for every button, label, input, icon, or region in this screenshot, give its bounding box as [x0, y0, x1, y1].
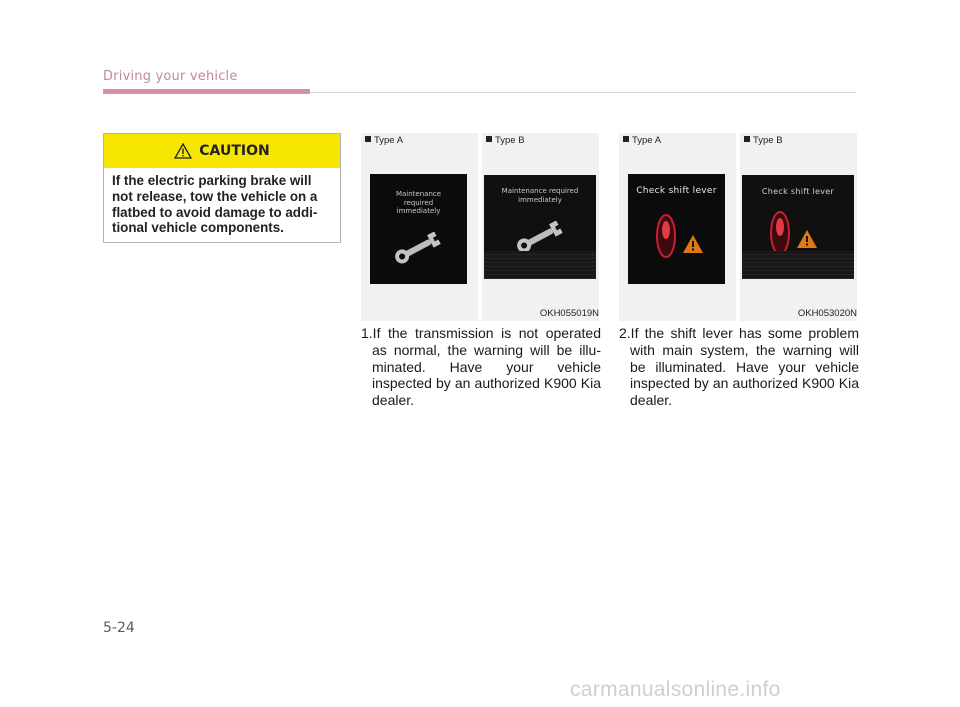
- wrench-icon: [514, 221, 566, 253]
- watermark: carmanualsonline.info: [570, 678, 781, 701]
- cluster-screen: [370, 174, 467, 284]
- paragraph-shift-lever: 2.If the shift lever has some problem with main system, the warning will be illuminated. Have your vehicle inspected by an authorized K900 Kia dealer.: [619, 325, 859, 409]
- cluster-screen: [742, 175, 854, 279]
- panel-type-a: [619, 133, 736, 321]
- shift-lever-icon: [654, 212, 678, 260]
- wrench-icon: [392, 232, 444, 264]
- type-label-text: Type B: [495, 135, 525, 146]
- caution-title: CAUTION: [199, 143, 270, 159]
- caution-box: [103, 133, 341, 243]
- screen-message: Check shift lever: [761, 187, 835, 196]
- type-label-text: Type B: [753, 135, 783, 146]
- warning-triangle-icon: [174, 143, 192, 159]
- paragraph-transmission: 1.If the transmission is not operated as normal, the warning will be illu-minated. Have your vehicle inspected by an authorized K900 Kia dealer.: [361, 325, 601, 409]
- type-label: [486, 135, 525, 146]
- figure-code: OKH053020N: [797, 308, 857, 319]
- panel-type-b: [482, 133, 599, 321]
- type-label: [744, 135, 783, 146]
- screen-floor: [484, 251, 596, 279]
- figure-code: OKH055019N: [539, 308, 599, 319]
- panel-type-a: [361, 133, 478, 321]
- warning-triangle-icon: [682, 234, 704, 254]
- figure-maintenance-warning: [361, 133, 599, 321]
- cluster-screen: [628, 174, 725, 284]
- shift-lever-icon: [768, 209, 792, 257]
- type-label-text: Type A: [632, 135, 662, 146]
- caution-text: If the electric parking brake will not release, tow the vehicle on a flatbed to avoid damage to addi-tional vehicle components.: [112, 173, 318, 236]
- type-label: [623, 135, 661, 146]
- type-label: [365, 135, 403, 146]
- type-label-text: Type A: [374, 135, 404, 146]
- screen-message: Check shift lever: [636, 186, 717, 196]
- warning-triangle-icon: [796, 229, 818, 249]
- page-number: 5-24: [103, 620, 135, 636]
- panel-type-b: [740, 133, 857, 321]
- caution-header: [104, 134, 340, 168]
- figure-shift-lever-warning: [619, 133, 857, 321]
- section-title: Driving your vehicle: [103, 69, 238, 84]
- screen-floor: [742, 251, 854, 279]
- cluster-screen: [484, 175, 596, 279]
- screen-message: Maintenance required immediately: [395, 190, 442, 215]
- header-divider: [310, 92, 856, 93]
- header-accent-rule: [103, 89, 310, 94]
- screen-message: Maintenance required immediately: [501, 187, 579, 204]
